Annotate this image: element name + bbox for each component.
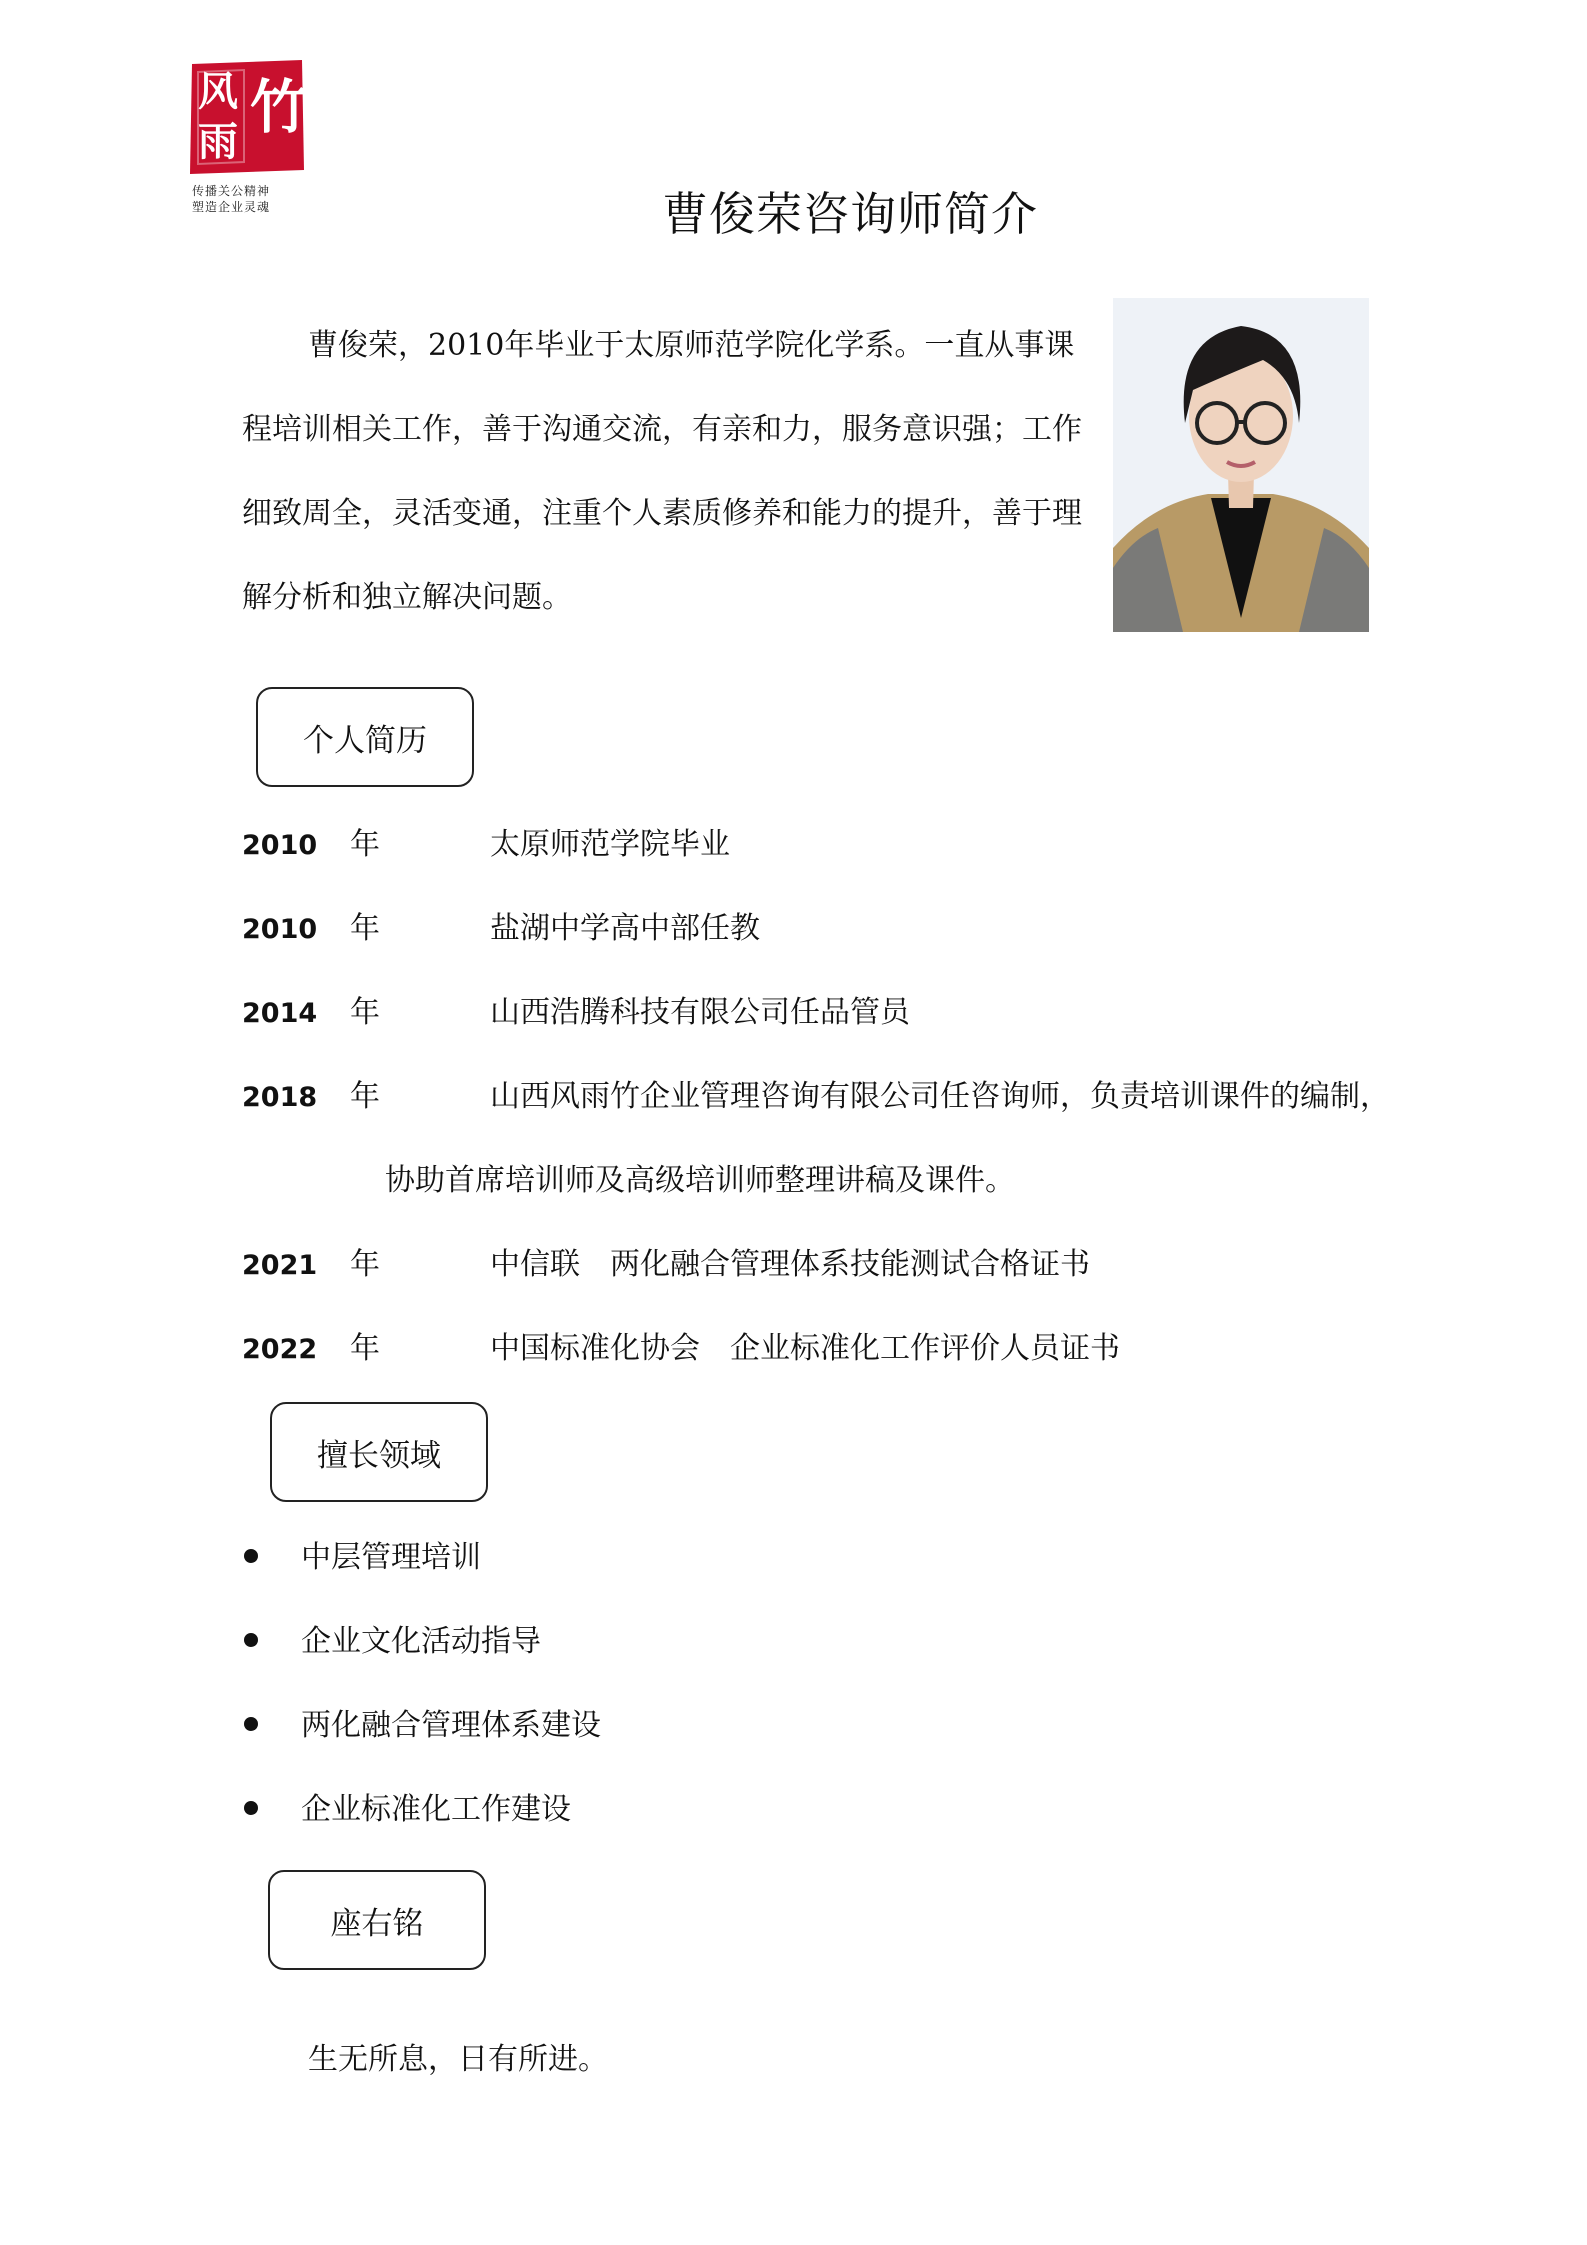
resume-year-unit: 年 xyxy=(350,1331,380,1366)
logo-char-yu: 雨 xyxy=(198,118,238,165)
intro-block xyxy=(242,304,1092,640)
logo-char-zhu: 竹 xyxy=(250,73,309,141)
resume-text: 中国标准化协会 企业标准化工作评价人员证书 xyxy=(490,1331,1120,1366)
resume-item xyxy=(242,1077,1390,1118)
bullet-icon xyxy=(244,1549,258,1563)
bullet-icon xyxy=(244,1633,258,1647)
expertise-text: 两化融合管理体系建设 xyxy=(301,1708,601,1743)
resume-text: 太原师范学院毕业 xyxy=(490,827,730,862)
logo-char-feng: 风 xyxy=(198,68,238,115)
section-title-motto: 座右铭 xyxy=(330,1905,424,1942)
resume-item xyxy=(242,1329,1120,1370)
resume-item xyxy=(242,1245,1090,1286)
section-title-expertise: 擅长领域 xyxy=(317,1437,441,1474)
resume-year-unit: 年 xyxy=(350,827,380,862)
resume-text: 盐湖中学高中部任教 xyxy=(490,911,760,946)
resume-year-unit: 年 xyxy=(350,911,380,946)
expertise-item xyxy=(244,1706,601,1746)
resume-item xyxy=(242,825,730,866)
resume-year: 2022 xyxy=(242,1334,318,1365)
expertise-item xyxy=(244,1790,571,1830)
resume-text: 山西风雨竹企业管理咨询有限公司任咨询师，负责培训课件的编制， xyxy=(490,1079,1390,1114)
resume-item xyxy=(242,909,760,950)
resume-year: 2018 xyxy=(242,1082,318,1113)
resume-year: 2021 xyxy=(242,1250,318,1281)
resume-year-unit: 年 xyxy=(350,1247,380,1282)
motto-text: 生无所息，日有所进。 xyxy=(308,2042,608,2077)
resume-text: 山西浩腾科技有限公司任品管员 xyxy=(490,995,910,1030)
resume-year-unit: 年 xyxy=(350,995,380,1030)
section-header-expertise xyxy=(270,1402,488,1502)
portrait-icon xyxy=(1113,298,1369,632)
portrait-photo xyxy=(1113,298,1369,632)
logo-slogan-line-1: 传播关公精神 xyxy=(192,184,271,198)
bullet-icon xyxy=(244,1717,258,1731)
company-logo xyxy=(188,58,309,214)
resume-text: 中信联 两化融合管理体系技能测试合格证书 xyxy=(490,1247,1090,1282)
expertise-text: 中层管理培训 xyxy=(301,1540,481,1575)
expertise-text: 企业标准化工作建设 xyxy=(301,1792,571,1827)
resume-year: 2014 xyxy=(242,998,318,1029)
expertise-item xyxy=(244,1622,541,1662)
resume-year: 2010 xyxy=(242,830,318,861)
section-header-motto xyxy=(268,1870,486,1970)
page-title: 曹俊荣咨询师简介 xyxy=(662,187,1038,241)
expertise-text: 企业文化活动指导 xyxy=(301,1624,541,1659)
resume-year-unit: 年 xyxy=(350,1079,380,1114)
bullet-icon xyxy=(244,1801,258,1815)
logo-slogan-line-2: 塑造企业灵魂 xyxy=(192,200,271,214)
section-header-resume xyxy=(256,687,474,787)
resume-year: 2010 xyxy=(242,914,318,945)
resume-text-continued: 协助首席培训师及高级培训师整理讲稿及课件。 xyxy=(385,1163,1015,1198)
intro-paragraph: 曹俊荣，2010年毕业于太原师范学院化学系。一直从事课程培训相关工作，善于沟通交流，有亲和力，服务意识强；工作细致周全，灵活变通，注重个人素质修养和能力的提升，善于理解分析和独立解决问题。 xyxy=(242,328,1082,615)
section-title-resume: 个人简历 xyxy=(303,722,427,759)
resume-item xyxy=(242,993,910,1034)
expertise-item xyxy=(244,1538,481,1578)
